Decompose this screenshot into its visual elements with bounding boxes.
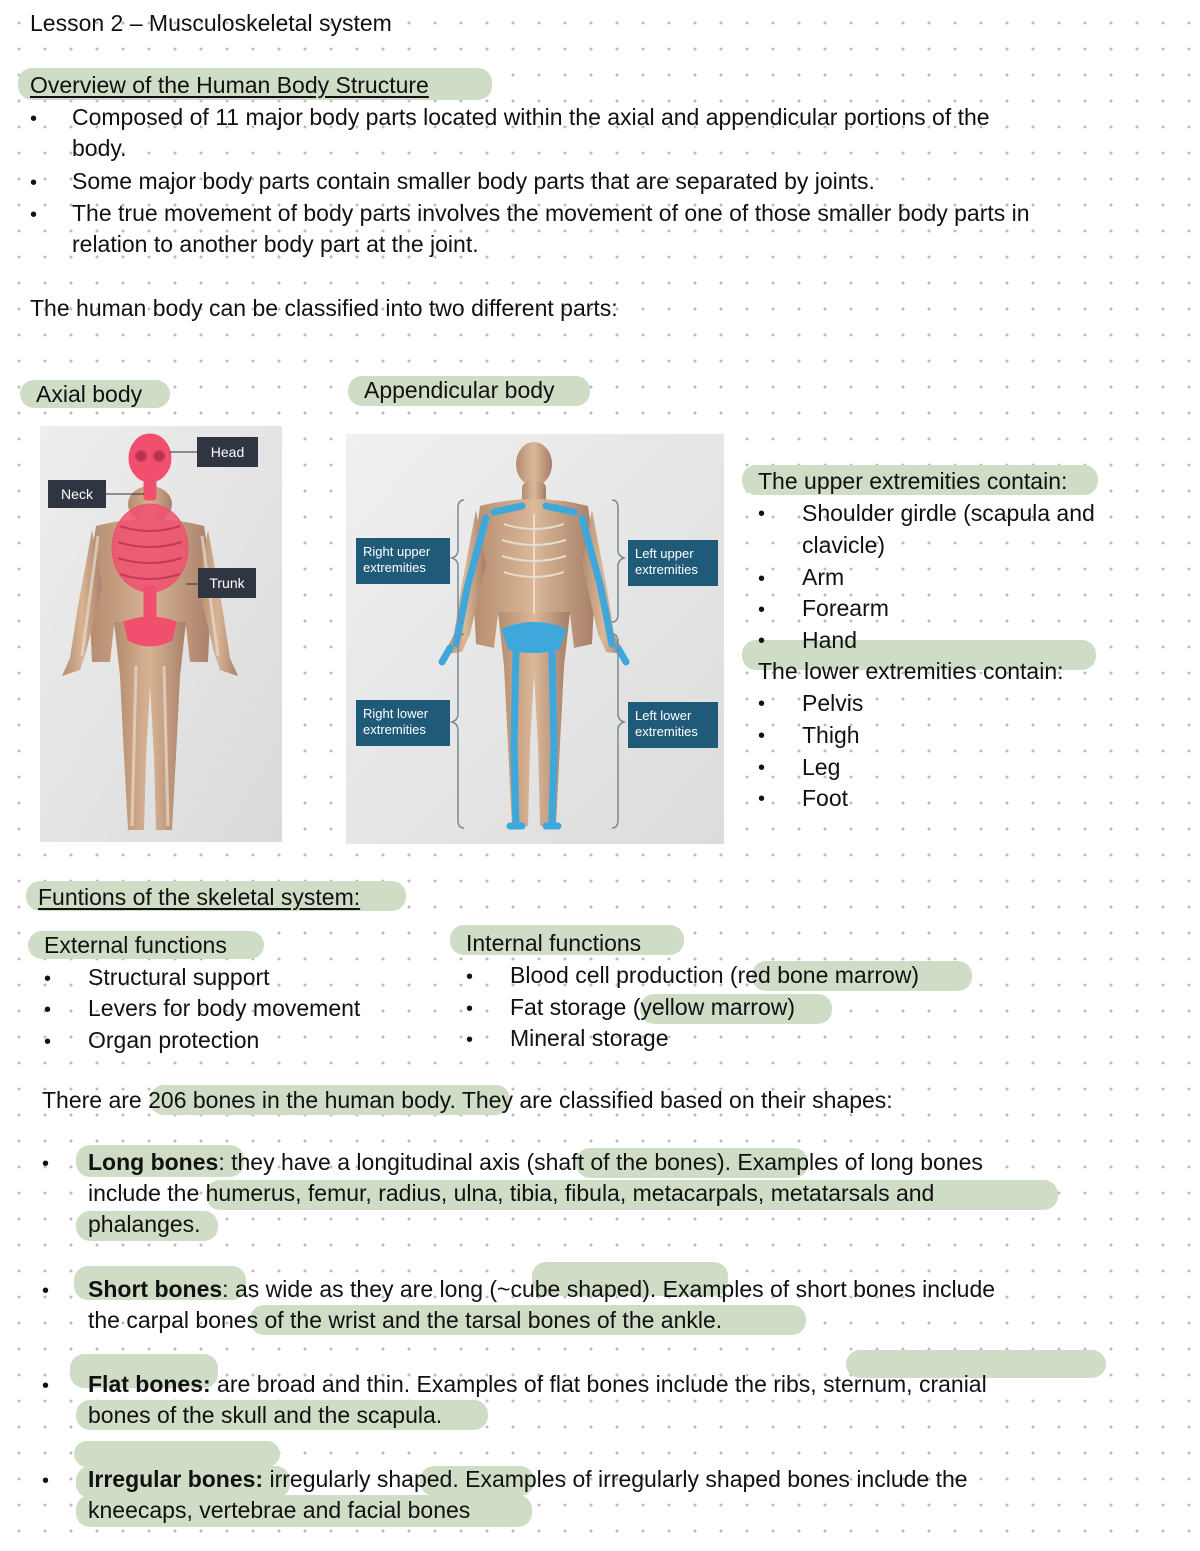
internal-item-2: Fat storage (yellow marrow) bbox=[510, 994, 796, 1020]
long-bones-term: Long bones bbox=[88, 1149, 219, 1175]
upper-item-hand: Hand bbox=[802, 627, 857, 653]
bullet: • bbox=[44, 968, 52, 990]
right-upper-label-line2: extremities bbox=[363, 560, 426, 575]
long-bones-line-1 bbox=[88, 1149, 983, 1176]
bullet: • bbox=[42, 1280, 50, 1302]
bullet: • bbox=[30, 204, 38, 226]
upper-item-arm: Arm bbox=[802, 564, 845, 590]
overview-bullet-2: Some major body parts contain smaller body parts that are separated by joints. bbox=[72, 168, 875, 194]
right-upper-label bbox=[356, 538, 450, 584]
bullet: • bbox=[758, 568, 766, 590]
short-bones-desc: : as wide as they are long (~cube shaped). Examples of short bones include bbox=[222, 1276, 996, 1302]
appendicular-heading: Appendicular body bbox=[364, 377, 555, 403]
left-lower-label bbox=[628, 702, 718, 748]
internal-item-1: Blood cell production (red bone marrow) bbox=[510, 962, 920, 988]
left-upper-label bbox=[628, 540, 718, 586]
bullet: • bbox=[758, 725, 766, 747]
short-bones-line-1 bbox=[88, 1276, 995, 1303]
bullet: • bbox=[466, 1029, 474, 1051]
bullet: • bbox=[30, 172, 38, 194]
overview-bullet-3-line-1: The true movement of body parts involves the movement of one of those smaller body parts in bbox=[72, 200, 1030, 226]
bullet: • bbox=[42, 1153, 50, 1175]
bullet: • bbox=[42, 1375, 50, 1397]
bullet: • bbox=[30, 108, 38, 130]
overview-bullet-3-line-2: relation to another body part at the joint. bbox=[72, 231, 479, 257]
irregular-bones-desc: irregularly shaped. Examples of irregularly shaped bones include the bbox=[263, 1466, 968, 1492]
upper-item-forearm: Forearm bbox=[802, 595, 889, 621]
external-item-2: Levers for body movement bbox=[88, 995, 361, 1021]
bullet: • bbox=[466, 966, 474, 988]
head-label bbox=[197, 437, 258, 467]
flat-bones-desc: are broad and thin. Examples of flat bones include the ribs, sternum, cranial bbox=[210, 1371, 987, 1397]
bullet: • bbox=[466, 998, 474, 1020]
left-upper-label-line1: Left upper bbox=[635, 546, 694, 561]
bullet: • bbox=[44, 999, 52, 1021]
left-upper-label-line2: extremities bbox=[635, 562, 698, 577]
upper-item-shoulder: Shoulder girdle (scapula and bbox=[802, 500, 1095, 526]
flat-bones-term: Flat bones: bbox=[88, 1371, 211, 1397]
internal-functions-heading: Internal functions bbox=[466, 930, 642, 956]
flat-bones-line-1 bbox=[88, 1371, 987, 1398]
external-item-3: Organ protection bbox=[88, 1027, 260, 1053]
axial-heading: Axial body bbox=[36, 381, 143, 407]
long-bones-line-3: phalanges. bbox=[88, 1211, 201, 1237]
classification-text: The human body can be classified into two different parts: bbox=[30, 295, 618, 321]
lower-item-foot: Foot bbox=[802, 785, 849, 811]
overview-heading: Overview of the Human Body Structure bbox=[30, 72, 429, 98]
neck-label-text: Neck bbox=[61, 486, 93, 502]
axial-body-figure bbox=[40, 426, 282, 842]
lower-item-leg: Leg bbox=[802, 754, 841, 780]
irregular-bones-line-2: kneecaps, vertebrae and facial bones bbox=[88, 1497, 471, 1523]
neck-label bbox=[48, 480, 106, 508]
bullet: • bbox=[758, 630, 766, 652]
right-upper-label-line1: Right upper bbox=[363, 544, 431, 559]
lower-item-thigh: Thigh bbox=[802, 722, 860, 748]
upper-item-shoulder-cont: clavicle) bbox=[802, 532, 886, 558]
overview-bullet-1-line-1: Composed of 11 major body parts located within the axial and appendicular portions of the bbox=[72, 104, 990, 130]
upper-extremities-heading: The upper extremities contain: bbox=[758, 468, 1068, 494]
left-lower-label-line1: Left lower bbox=[635, 708, 692, 723]
appendicular-body-figure bbox=[346, 434, 724, 844]
flat-bones-line-2: bones of the skull and the scapula. bbox=[88, 1402, 443, 1428]
short-bones-term: Short bones bbox=[88, 1276, 223, 1302]
long-bones-line-2: include the humerus, femur, radius, ulna, tibia, fibula, metacarpals, metatarsals and bbox=[88, 1180, 935, 1206]
head-label-text: Head bbox=[210, 444, 245, 460]
bullet: • bbox=[758, 693, 766, 715]
trunk-label-text: Trunk bbox=[209, 575, 245, 591]
bones-intro: There are 206 bones in the human body. They are classified based on their shapes: bbox=[42, 1087, 893, 1113]
internal-item-3: Mineral storage bbox=[510, 1025, 669, 1051]
long-bones-desc: : they have a longitudinal axis (shaft of the bones). Examples of long bones bbox=[218, 1149, 983, 1175]
bullet: • bbox=[42, 1470, 50, 1492]
external-item-1: Structural support bbox=[88, 964, 270, 990]
bullet: • bbox=[758, 788, 766, 810]
right-lower-label-line2: extremities bbox=[363, 722, 426, 737]
irregular-bones-term: Irregular bones: bbox=[88, 1466, 264, 1492]
highlight-irregular-top bbox=[74, 1441, 280, 1467]
page-title: Lesson 2 – Musculoskeletal system bbox=[30, 10, 392, 36]
overview-bullet-1-line-2: body. bbox=[72, 135, 127, 161]
trunk-label bbox=[198, 568, 256, 598]
left-lower-label-line2: extremities bbox=[635, 724, 698, 739]
right-lower-label-line1: Right lower bbox=[363, 706, 429, 721]
bullet: • bbox=[758, 503, 766, 525]
lower-item-pelvis: Pelvis bbox=[802, 690, 864, 716]
short-bones-line-2: the carpal bones of the wrist and the tarsal bones of the ankle. bbox=[88, 1307, 723, 1333]
right-lower-label bbox=[356, 700, 450, 746]
bullet: • bbox=[758, 757, 766, 779]
bullet: • bbox=[44, 1031, 52, 1053]
bullet: • bbox=[758, 599, 766, 621]
irregular-bones-line-1 bbox=[88, 1466, 968, 1493]
lower-extremities-heading: The lower extremities contain: bbox=[758, 658, 1064, 684]
functions-heading: Funtions of the skeletal system: bbox=[38, 884, 361, 910]
external-functions-heading: External functions bbox=[44, 932, 227, 958]
